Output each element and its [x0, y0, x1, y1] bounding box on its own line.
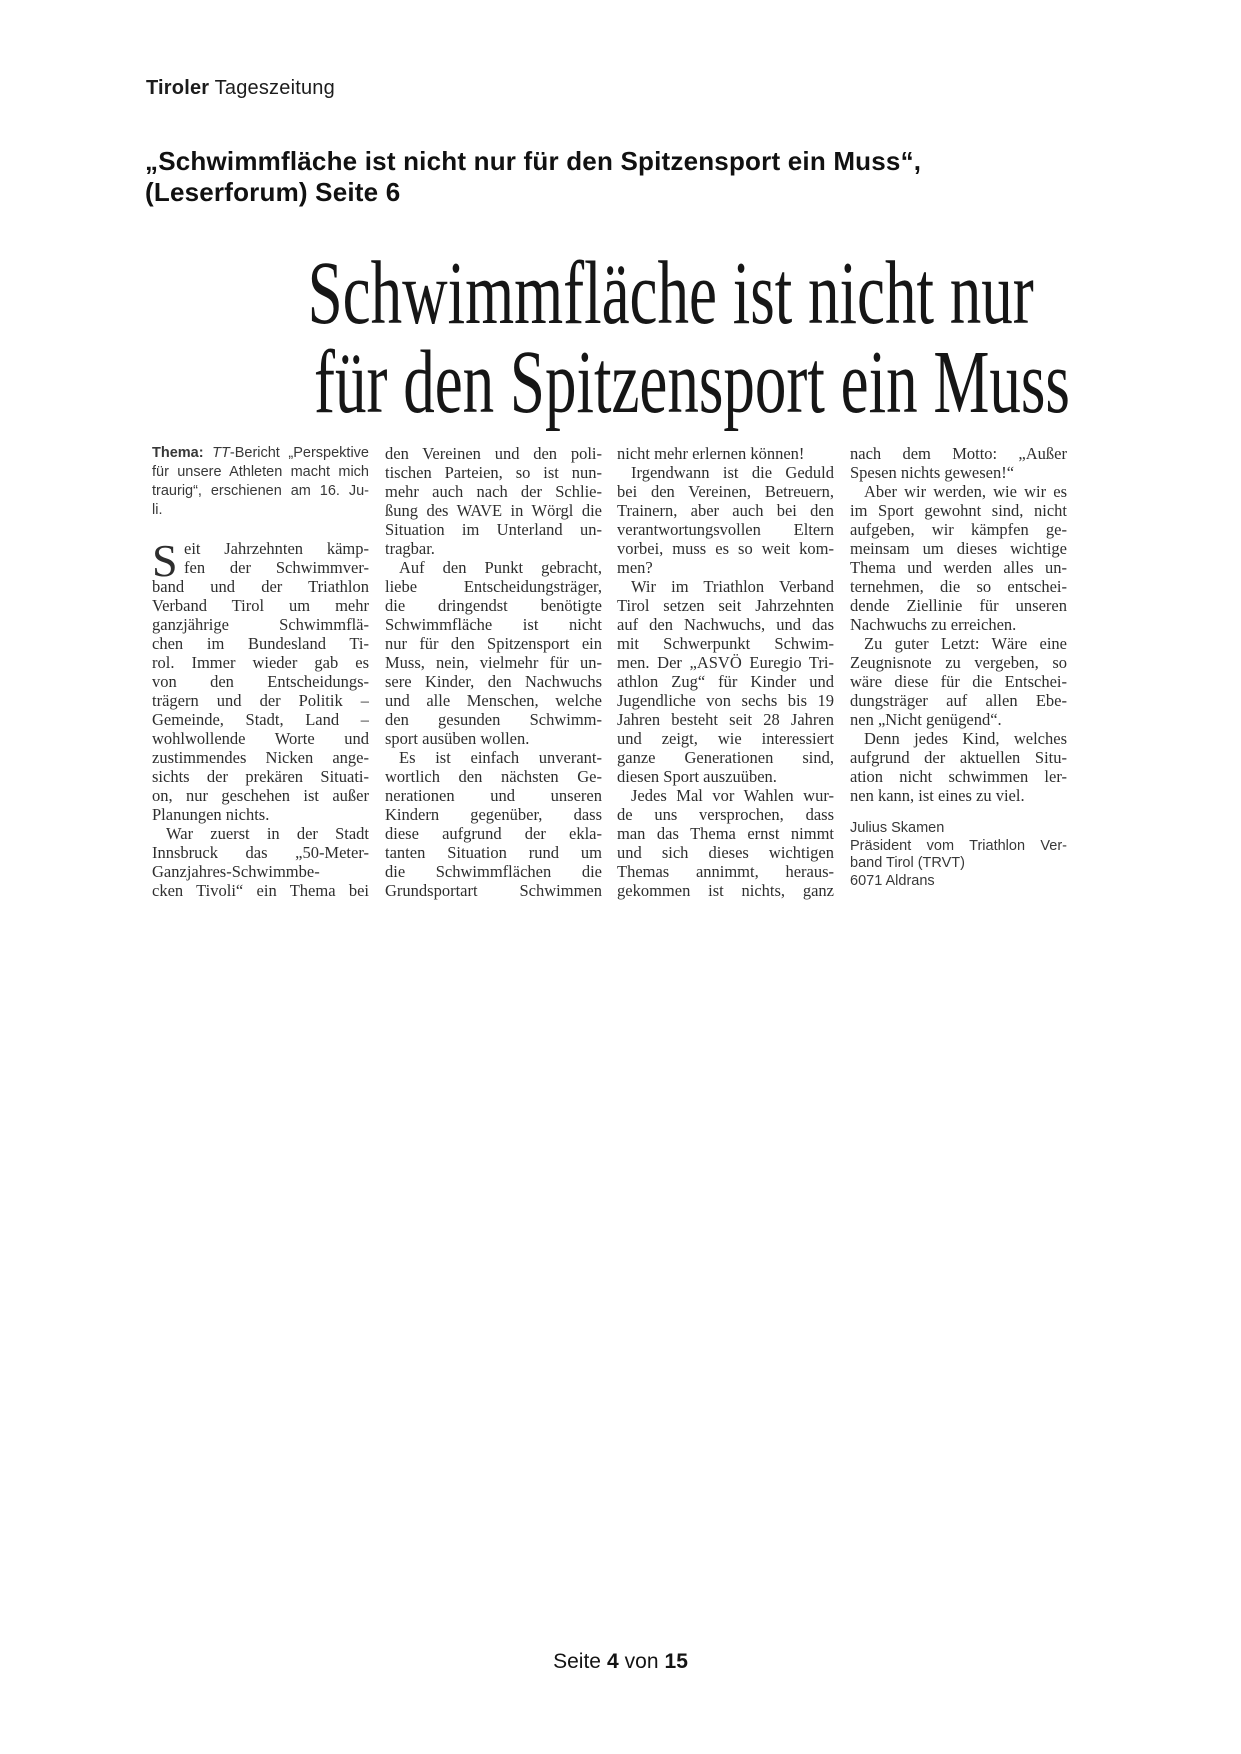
text-line: wortlich den nächsten Ge-: [385, 767, 602, 786]
text-line: Innsbruck das „50-Meter-: [152, 843, 369, 862]
page-footer: [0, 1650, 1241, 1674]
text-line: mit Schwerpunkt Schwim-: [617, 634, 834, 653]
masthead-brand-rest: Tageszeitung: [209, 77, 335, 99]
text-line: wohlwollende Worte und: [152, 729, 369, 748]
subject-heading: [145, 146, 1045, 208]
text-line: tischen Parteien, so ist nun-: [385, 463, 602, 482]
text-line: fen der Schwimmver-: [184, 558, 369, 577]
text-line: sichts der prekären Situati-: [152, 767, 369, 786]
text-line: tragbar.: [385, 539, 435, 558]
text-line: meinsam um dieses wichtige: [850, 539, 1067, 558]
text-line: Irgendwann ist die Geduld: [631, 463, 834, 482]
text-line: cken Tivoli“ ein Thema bei: [152, 881, 369, 900]
text-line: traurig“, erschienen am 16. Ju-: [152, 483, 369, 499]
text-line: und alle Menschen, welche: [385, 691, 602, 710]
masthead-brand-bold: Tiroler: [146, 77, 210, 99]
text-line: im Sport gewohnt sind, nicht: [850, 501, 1067, 520]
text-line: man das Thema ernst nimmt: [617, 824, 834, 843]
text-line: auf den Nachwuchs, und das: [617, 615, 834, 634]
text-line: diesen Sport auszuüben.: [617, 767, 777, 786]
text-line: bei den Vereinen, Betreuern,: [617, 482, 834, 501]
text-line: dungsträger auf allen Ebe-: [850, 691, 1067, 710]
text-line: Planungen nichts.: [152, 805, 270, 824]
text-line: Gemeinde, Stadt, Land –: [152, 710, 369, 729]
text-line: die dringendst benötigte: [385, 596, 602, 615]
text-line: Themas annimmt, heraus-: [617, 862, 834, 881]
article-column-2: [385, 444, 602, 900]
text-line: ßung des WAVE in Wörgl die: [385, 501, 602, 520]
text-line: Es ist einfach unverant-: [399, 748, 602, 767]
text-line: Julius Skamen: [850, 820, 945, 836]
text-line: men?: [617, 558, 653, 577]
column-4-body: [850, 444, 1067, 805]
text-line: men. Der „ASVÖ Euregio Tri-: [617, 653, 834, 672]
column-1-body: [152, 535, 369, 900]
column-3-body: [617, 444, 834, 900]
text-line: nen „Nicht genügend“.: [850, 710, 1002, 729]
text-line: nerationen und unseren: [385, 786, 602, 805]
text-line: mehr auch nach der Schlie-: [385, 482, 602, 501]
text-line: nicht mehr erlernen können!: [617, 444, 805, 463]
text-line: li.: [152, 502, 163, 518]
text-line: diese aufgrund der ekla-: [385, 824, 602, 843]
text-line: eit Jahrzehnten kämp-: [184, 539, 369, 558]
text-line: sport ausüben wollen.: [385, 729, 530, 748]
text-line: den Vereinen und den poli-: [385, 444, 602, 463]
text-line: tanten Situation rund um: [385, 843, 602, 862]
column-2-body: [385, 444, 602, 900]
text-line: Kindern gegenüber, dass: [385, 805, 602, 824]
text-line: Wir im Triathlon Verband: [631, 577, 834, 596]
text-line: Grundsportart Schwimmen: [385, 881, 602, 900]
text-line: gekommen ist nichts, ganz: [617, 881, 834, 900]
text-line: Situation im Unterland un-: [385, 520, 602, 539]
text-line: Präsident vom Triathlon Ver-: [850, 837, 1067, 854]
text-line: 6071 Aldrans: [850, 872, 935, 889]
subject-heading-line1: „Schwimmfläche ist nicht nur für den Spitzensport ein Muss“,: [145, 146, 922, 176]
drop-cap: S: [152, 535, 178, 586]
text-line: Nachwuchs zu erreichen.: [850, 615, 1017, 634]
text-line: von den Entscheidungs-: [152, 672, 369, 691]
headline-line1: Schwimmfläche ist nicht nur: [307, 244, 1034, 343]
text-line: für unsere Athleten macht mich: [152, 464, 369, 480]
text-line: on, nur geschehen ist außer: [152, 786, 369, 805]
text-line: Aber wir werden, wie wir es: [864, 482, 1067, 501]
text-line: wäre diese für die Entschei-: [850, 672, 1067, 691]
text-line: Denn jedes Kind, welches: [864, 729, 1067, 748]
article-headline: [152, 244, 1070, 432]
text-line: zustimmendes Nicken ange-: [152, 748, 369, 767]
article-column-4: [850, 444, 1067, 805]
text-line: Tirol setzen seit Jahrzehnten: [617, 596, 834, 615]
text-line: nach dem Motto: „Außer: [850, 444, 1067, 463]
text-line: de uns versprochen, dass: [617, 805, 834, 824]
subject-heading-line2: (Leserforum) Seite 6: [145, 177, 401, 207]
text-line: aufgeben, wir kämpfen ge-: [850, 520, 1067, 539]
article-intro: [152, 444, 369, 520]
footer-connector: von: [624, 1650, 659, 1673]
intro-body-gap: [152, 520, 369, 539]
footer-page-number: 4: [606, 1650, 619, 1673]
text-line: die Schwimmflächen die: [385, 862, 602, 881]
text-line: ation nicht schwimmen ler-: [850, 767, 1067, 786]
text-line: Jahren besteht seit 28 Jahren: [617, 710, 834, 729]
text-line: War zuerst in der Stadt: [166, 824, 369, 843]
signature-block: [850, 820, 1067, 890]
text-line: rol. Immer wieder gab es: [152, 653, 369, 672]
text-line: Thema und werden alles un-: [850, 558, 1067, 577]
text-line: Jedes Mal vor Wahlen wur-: [631, 786, 834, 805]
footer-prefix: Seite: [553, 1650, 601, 1673]
text-line: liebe Entscheidungsträger,: [385, 577, 602, 596]
text-line: ternehmen, die so entschei-: [850, 577, 1067, 596]
text-line: Zu guter Letzt: Wäre eine: [864, 634, 1067, 653]
text-line: Muss, nein, vielmehr für un-: [385, 653, 602, 672]
text-line: band und der Triathlon: [152, 577, 369, 596]
headline-line2: für den Spitzensport ein Muss: [313, 333, 1070, 432]
text-line: band Tirol (TRVT): [850, 855, 965, 871]
text-line: ganze Generationen sind,: [617, 748, 834, 767]
text-line: Schwimmfläche ist nicht: [385, 615, 602, 634]
text-line: ganzjährige Schwimmflä-: [152, 615, 369, 634]
text-line: den gesunden Schwimm-: [385, 710, 602, 729]
text-line: und zeigt, wie interessiert: [617, 729, 834, 748]
text-line: chen im Bundesland Ti-: [152, 634, 369, 653]
text-line: Trainern, aber auch bei den: [617, 501, 834, 520]
text-line: Spesen nichts gewesen!“: [850, 463, 1015, 482]
text-line: sere Kinder, den Nachwuchs: [385, 672, 602, 691]
text-line: dende Ziellinie für unseren: [850, 596, 1067, 615]
text-line: Zeugnisnote zu vergeben, so: [850, 653, 1067, 672]
text-line: verantwortungsvollen Eltern: [617, 520, 834, 539]
text-line: und sich dieses wichtigen: [617, 843, 834, 862]
text-line: aufgrund der aktuellen Situ-: [850, 748, 1067, 767]
text-line: Jugendliche von sechs bis 19: [617, 691, 834, 710]
text-line: Verband Tirol um mehr: [152, 596, 369, 615]
newspaper-masthead: [146, 76, 335, 100]
text-line: nur für den Spitzensport ein: [385, 634, 602, 653]
text-line: vorbei, muss es so weit kom-: [617, 539, 834, 558]
article-column-3: [617, 444, 834, 900]
article-column-1: [152, 444, 369, 900]
text-line: Ganzjahres-Schwimmbe-: [152, 862, 320, 881]
text-line: trägern und der Politik –: [152, 691, 369, 710]
text-line: Thema: TT-Bericht „Perspektive: [152, 445, 369, 461]
text-line: Auf den Punkt gebracht,: [399, 558, 602, 577]
footer-total-pages: 15: [664, 1650, 688, 1673]
text-line: athlon Zug“ für Kinder und: [617, 672, 834, 691]
text-line: nen kann, ist eines zu viel.: [850, 786, 1025, 805]
